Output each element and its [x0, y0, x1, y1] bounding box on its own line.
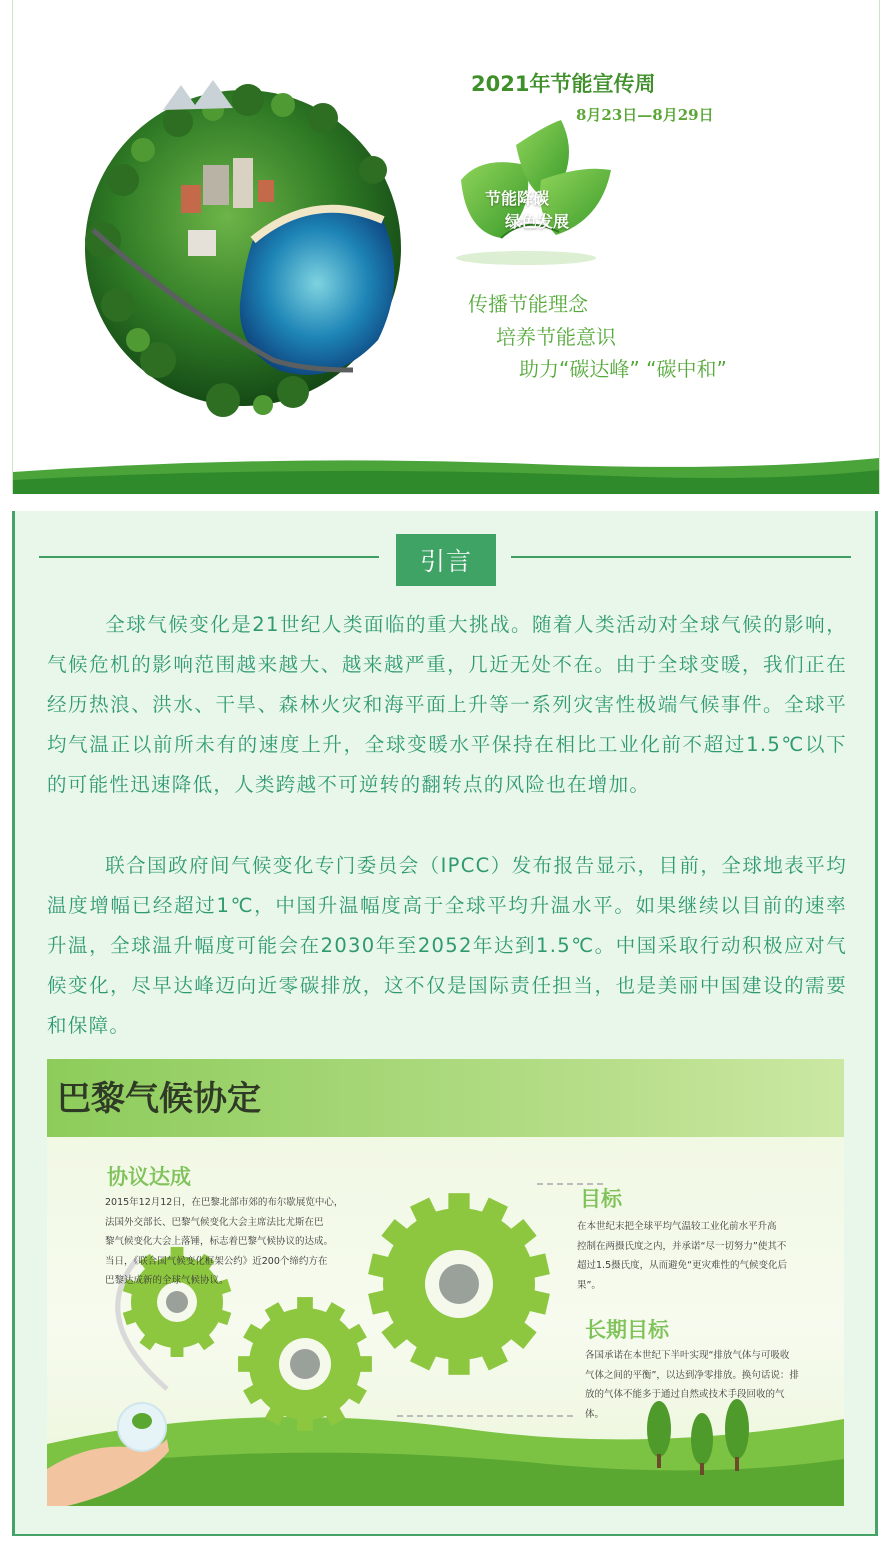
slogan-line-2: 培养节能意识: [496, 325, 616, 349]
event-date: 8月23日—8月29日: [576, 106, 714, 124]
slogan-line-3: 助力“碳达峰” “碳中和”: [519, 357, 727, 381]
goal-text: 在本世纪末把全球平均气温较工业化前水平升高 控制在两摄氏度之内，并承诺“尽一切努力”使其不 超过1.5摄氏度，从而避免“更灾难性的气候变化后 果”。: [577, 1221, 788, 1291]
slogan-line-1: 传播节能理念: [468, 292, 588, 316]
agreement-text: 2015年12月12日，在巴黎北部市郊的布尔歇展览中心， 法国外交部长、巴黎气候变化大会主席法比尤斯在巴 黎气候变化大会上落锤，标志着巴黎气候协议的达成。 当日，《联合国气候变化框架公约》近200个缔约方在 巴黎达成新的全球气候协议。: [105, 1197, 344, 1286]
heading-divider-left: [39, 556, 379, 558]
earth-globe-illustration: [63, 70, 423, 430]
goal-heading: 目标: [580, 1187, 622, 1211]
infographic-title: 巴黎气候协定: [57, 1079, 261, 1119]
event-title: 2021年节能宣传周: [471, 72, 656, 96]
agreement-heading: 协议达成: [107, 1165, 191, 1189]
leaf-slogan-line2: 绿色发展: [505, 212, 570, 231]
intro-heading: 引言: [396, 534, 496, 586]
leaf-slogan-line1: 节能降碳: [485, 189, 550, 208]
leaf-emblem: [441, 120, 611, 270]
banner: [12, 0, 880, 494]
intro-paragraph-2: 联合国政府间气候变化专门委员会（IPCC）发布报告显示，目前，全球地表平均温度增幅已经超过1℃，中国升温幅度高于全球平均升温水平。如果继续以目前的速率升温，全球温升幅度可能会在2030年至2052年达到1.5℃。中国采取行动积极应对气候变化，尽早达峰迈向近零碳排放，这不仅是国际责任担当，也是美丽中国建设的需要和保障。: [47, 854, 847, 1037]
intro-paragraph-1: 全球气候变化是21世纪人类面临的重大挑战。随着人类活动对全球气候的影响，气候危机的影响范围越来越大、越来越严重，几近无处不在。由于全球变暖，我们正在经历热浪、洪水、干旱、森林火灾和海平面上升等一系列灾害性极端气候事件。全球平均气温正以前所未有的速度上升，全球变暖水平保持在相比工业化前不超过1.5℃以下的可能性迅速降低，人类跨越不可逆转的翻转点的风险也在增加。: [47, 613, 847, 796]
grass-wave-decoration: [13, 454, 879, 494]
long-term-goal-text: 各国承诺在本世纪下半叶实现“排放气体与可吸收 气体之间的平衡”，以达到净零排放。换句话说：排 放的气体不能多于通过自然或技术手段回收的气 体。: [585, 1350, 799, 1420]
long-term-goal-heading: 长期目标: [585, 1318, 669, 1342]
heading-divider-right: [511, 556, 851, 558]
paris-agreement-infographic: [47, 1059, 844, 1506]
